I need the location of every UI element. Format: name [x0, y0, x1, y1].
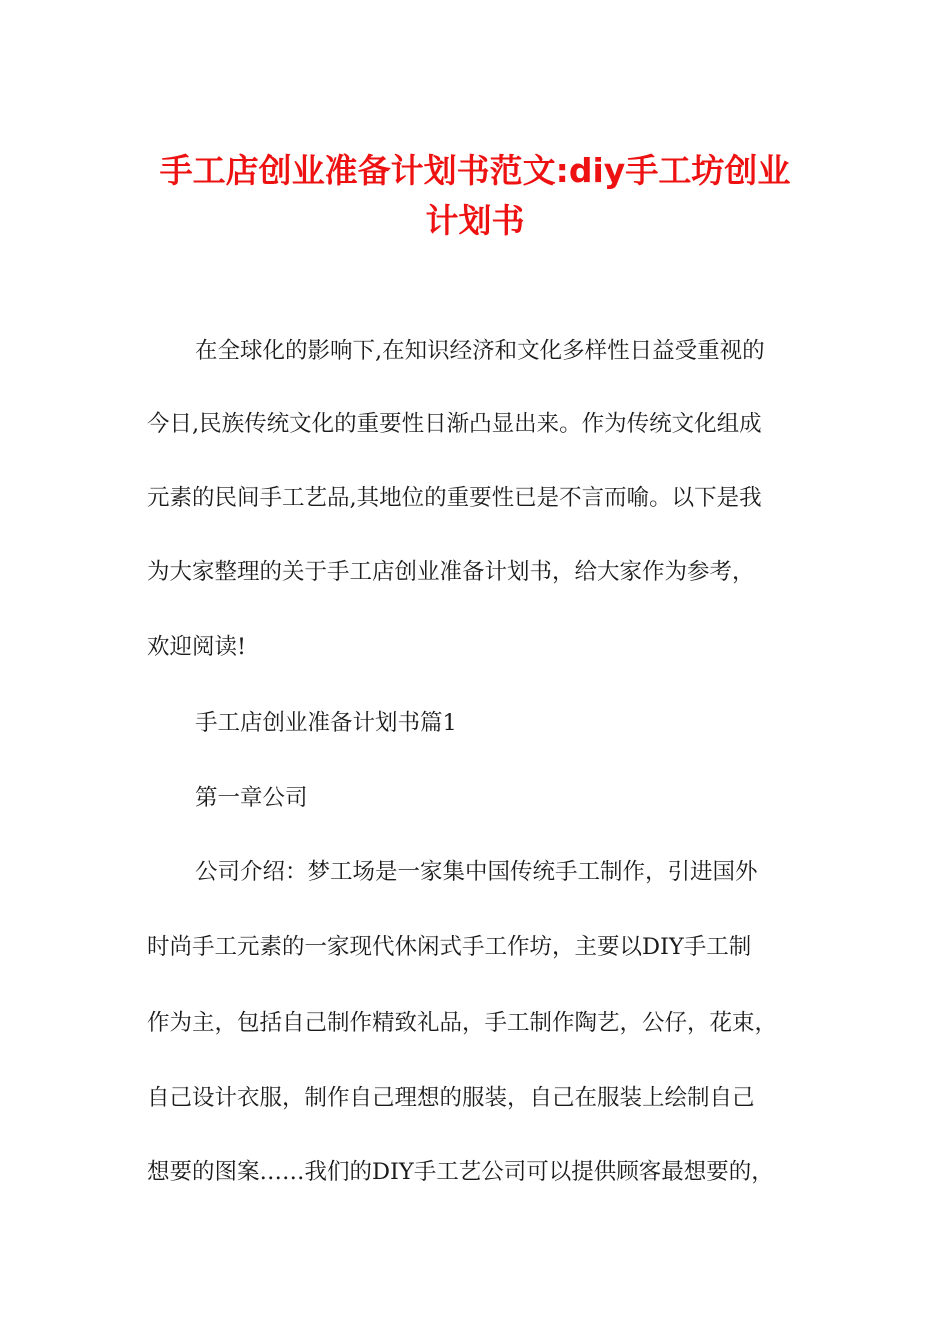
- company-intro-line: 自己设计衣服，制作自己理想的服装，自己在服装上绘制自己: [147, 1085, 755, 1111]
- document-title-line-2: 计划书: [425, 201, 525, 240]
- intro-line: 今日,民族传统文化的重要性日渐凸显出来。作为传统文化组成: [147, 411, 762, 437]
- company-intro-line: 作为主，包括自己制作精致礼品，手工制作陶艺，公仔，花束，: [147, 1010, 778, 1036]
- company-intro-line: 公司介绍：梦工场是一家集中国传统手工制作，引进国外: [195, 859, 758, 885]
- intro-line: 欢迎阅读!: [147, 634, 247, 660]
- chapter-heading: 第一章公司: [195, 785, 308, 811]
- intro-line: 元素的民间手工艺品,其地位的重要性已是不言而喻。以下是我: [147, 485, 762, 511]
- section-heading: 手工店创业准备计划书篇1: [195, 710, 457, 736]
- document-title-line-1: 手工店创业准备计划书范文:diy手工坊创业: [159, 151, 791, 190]
- company-intro-line: 时尚手工元素的一家现代休闲式手工作坊，主要以DIY手工制: [147, 934, 752, 960]
- intro-line: 在全球化的影响下,在知识经济和文化多样性日益受重视的: [195, 338, 765, 364]
- intro-line: 为大家整理的关于手工店创业准备计划书，给大家作为参考，: [147, 559, 755, 585]
- company-intro-line: 想要的图案……我们的DIY手工艺公司可以提供顾客最想要的，: [147, 1159, 774, 1185]
